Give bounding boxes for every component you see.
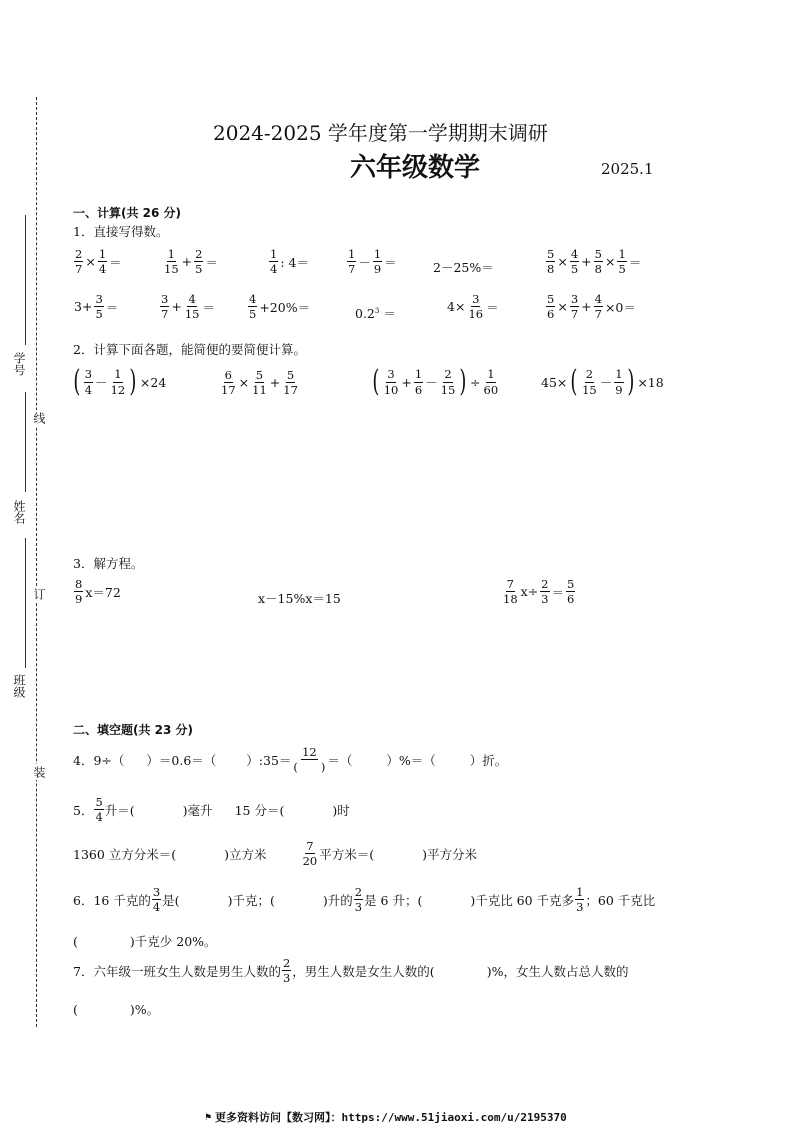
q1-prompt: 1．直接写得数。 bbox=[73, 224, 169, 239]
calc-q2-1: ( $\frac{3}{4}$ － $\frac{1}{12}$ ) ×24 bbox=[73, 364, 167, 399]
calc-r2-1: 3+ $\frac{3}{5}$ ＝ bbox=[74, 292, 119, 322]
q3-prompt: 3．解方程。 bbox=[73, 556, 144, 571]
equation-2: x－15%x＝15 bbox=[258, 591, 341, 606]
q4-line: 4．9÷（ ）＝0.6＝（ ）:35＝ $\frac{12}{( )}$ ＝（ ）%＝（ ）折。 bbox=[73, 745, 508, 775]
calc-r1-4: $\frac{1}{7}$ － $\frac{1}{9}$ ＝ bbox=[348, 247, 397, 277]
q2-prompt: 2．计算下面各题，能简便的要简便计算。 bbox=[73, 342, 306, 357]
binding-word-ding: 订 bbox=[32, 588, 46, 600]
q7-line-2: ( )%。 bbox=[73, 1001, 160, 1017]
calc-q2-4: 45× ( $\frac{2}{15}$ － $\frac{1}{9}$ ) ×18 bbox=[541, 364, 664, 399]
q5-line-2: 1360 立方分米＝( )立方米 $\frac{7}{20}$ 平方米＝( )平方分米 bbox=[73, 839, 477, 869]
student-id-blank bbox=[25, 215, 26, 345]
flag-icon: ⚑ bbox=[205, 1111, 212, 1123]
binding-word-line: 线 bbox=[32, 412, 46, 424]
section2-heading: 二、填空题(共 23 分) bbox=[73, 723, 194, 737]
name-blank bbox=[25, 392, 26, 492]
binding-dashed-line bbox=[36, 97, 37, 1027]
student-id-label: 学号 bbox=[12, 352, 26, 376]
calc-r1-3: $\frac{1}{4}$ : 4＝ bbox=[270, 247, 309, 277]
calc-r2-4: $0.2^3$ ＝ bbox=[355, 306, 396, 321]
class-blank bbox=[25, 538, 26, 668]
q6-line-1: 6．16 千克的 $\frac{3}{4}$ 是( )千克；( )升的 $\frac{2}{3}$ 是 6 升；( )千克比 60 千克多 $\frac{1}{3}$ ；60 千克比 bbox=[73, 885, 656, 915]
footer bbox=[205, 1109, 567, 1125]
calc-r1-6: $\frac{5}{8}$ × $\frac{4}{5}$ + $\frac{5}{8}$ × $\frac{1}{5}$ ＝ bbox=[547, 247, 642, 277]
calc-r2-3: $\frac{4}{5}$ +20%＝ bbox=[249, 292, 311, 322]
q5-line-1: 5． $\frac{5}{4}$ 升＝( )毫升 15 分＝( )时 bbox=[73, 795, 350, 825]
q7-line-1: 7．六年级一班女生人数是男生人数的 $\frac{2}{3}$ ，男生人数是女生人数的( )%，女生人数占总人数的 bbox=[73, 956, 629, 986]
calc-r2-2: $\frac{3}{7}$ + $\frac{4}{15}$ ＝ bbox=[161, 292, 215, 322]
exam-subtitle: 六年级数学 bbox=[350, 153, 481, 183]
calc-r1-1: $\frac{2}{7}$ × $\frac{1}{4}$ ＝ bbox=[75, 247, 122, 277]
exam-date: 2025.1 bbox=[601, 160, 654, 178]
calc-q2-3: ( $\frac{3}{10}$ + $\frac{1}{6}$ － $\frac{2}{15}$ ) ÷ $\frac{1}{60}$ bbox=[372, 364, 499, 399]
calc-r2-5: 4× $\frac{3}{16}$ ＝ bbox=[447, 292, 499, 322]
equation-1: $\frac{8}{9}$ x＝72 bbox=[75, 577, 121, 607]
calc-r1-5: 2－25%＝ bbox=[433, 260, 494, 275]
footer-link[interactable]: 更多资料访问【数习网】：https://www.51jiaoxi.com/u/2195370 bbox=[215, 1111, 567, 1124]
calc-r2-6: $\frac{5}{6}$ × $\frac{3}{7}$ + $\frac{4}{7}$ ×0＝ bbox=[547, 292, 636, 322]
section1-heading: 一、计算(共 26 分) bbox=[73, 206, 182, 220]
calc-r1-2: $\frac{1}{15}$ + $\frac{2}{5}$ ＝ bbox=[164, 247, 218, 277]
equation-3: $\frac{7}{18}$ x÷ $\frac{2}{3}$ ＝ $\frac{5}{6}$ bbox=[503, 577, 575, 607]
class-label: 班级 bbox=[12, 674, 26, 698]
q6-line-2: ( )千克少 20%。 bbox=[73, 933, 217, 949]
calc-q2-2: $\frac{6}{17}$ × $\frac{5}{11}$ + $\frac{5}{17}$ bbox=[221, 368, 298, 398]
binding-word-zhuang: 装 bbox=[32, 766, 46, 778]
name-label: 姓名 bbox=[12, 500, 26, 524]
exam-title: 2024-2025 学年度第一学期期末调研 bbox=[213, 121, 548, 145]
